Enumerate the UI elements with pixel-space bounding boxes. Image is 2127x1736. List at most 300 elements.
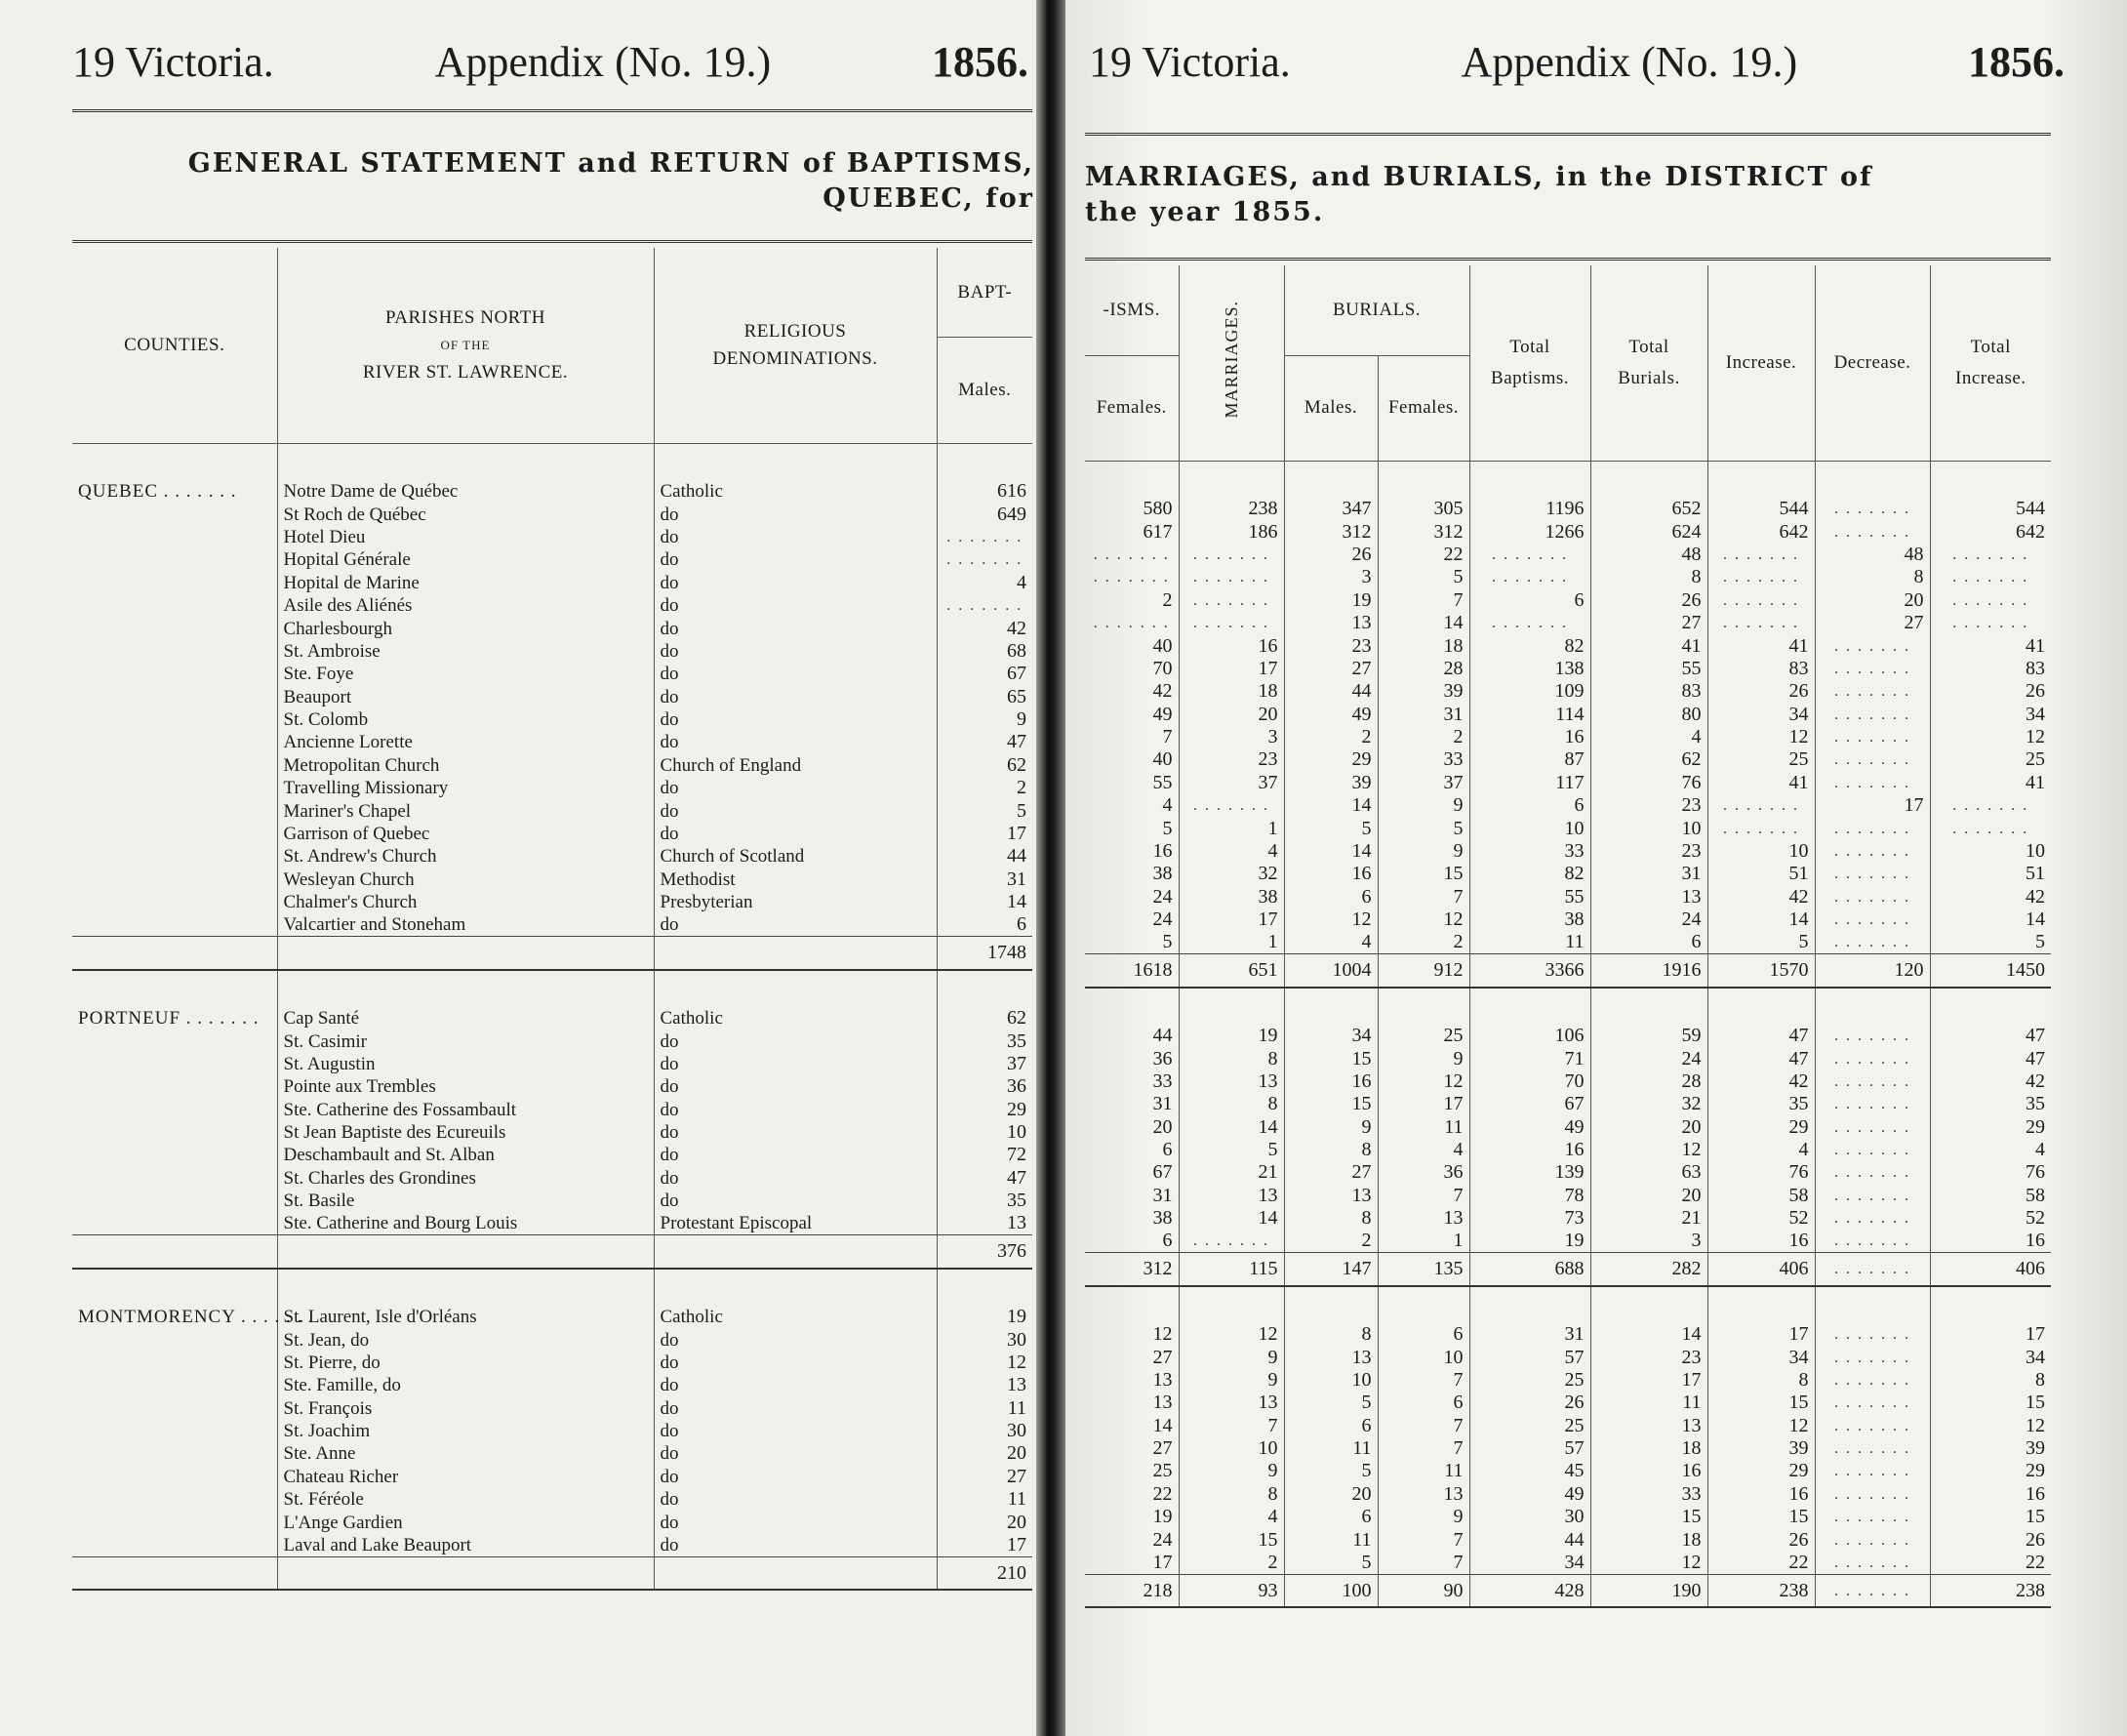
table-row bbox=[1085, 1552, 2051, 1575]
denomination: do bbox=[654, 1029, 937, 1052]
title-line: GENERAL STATEMENT and RETURN of BAPTISMS, bbox=[187, 148, 1034, 179]
cell-increase: 16 bbox=[1707, 1230, 1815, 1253]
cell-burials-females: 305 bbox=[1378, 498, 1469, 520]
cell-baptisms-males: 65 bbox=[937, 686, 1032, 708]
cell-marriages: 4 bbox=[1179, 1506, 1284, 1528]
session-label: 19 Victoria. bbox=[72, 38, 274, 86]
cell-total-increase: . . . . . . . bbox=[1930, 794, 2051, 817]
table-row bbox=[1085, 908, 2051, 931]
total-baptisms-females: 312 bbox=[1085, 1253, 1179, 1286]
cell-marriages: 9 bbox=[1179, 1460, 1284, 1482]
cell-total-increase: . . . . . . . bbox=[1930, 589, 2051, 612]
cell-total-baptisms: 33 bbox=[1469, 840, 1590, 863]
table-row bbox=[72, 1144, 1032, 1166]
table-row bbox=[1085, 726, 2051, 748]
table-row bbox=[72, 1212, 1032, 1235]
parish-name: St. Joachim bbox=[277, 1420, 654, 1442]
denomination: do bbox=[654, 1352, 937, 1374]
cell-total-burials: 59 bbox=[1590, 1025, 1707, 1047]
cell-marriages: 37 bbox=[1179, 772, 1284, 794]
cell-increase: 34 bbox=[1707, 1346, 1815, 1368]
table-row bbox=[72, 754, 1032, 777]
table-row bbox=[72, 548, 1032, 571]
county-name bbox=[72, 640, 277, 663]
cell-total-baptisms: 139 bbox=[1469, 1161, 1590, 1184]
cell-marriages: 19 bbox=[1179, 1025, 1284, 1047]
cell-marriages: 7 bbox=[1179, 1415, 1284, 1437]
county-name bbox=[72, 572, 277, 594]
cell-burials-males: 13 bbox=[1284, 612, 1378, 634]
cell-burials-males: 11 bbox=[1284, 1437, 1378, 1460]
cell-baptisms-males: 20 bbox=[937, 1442, 1032, 1465]
cell-marriages: 38 bbox=[1179, 886, 1284, 908]
cell-total-increase: 29 bbox=[1930, 1115, 2051, 1138]
cell-baptisms-females: 40 bbox=[1152, 634, 1173, 657]
county-name bbox=[72, 1190, 277, 1212]
cell-increase: 83 bbox=[1707, 658, 1815, 680]
cell-increase: 34 bbox=[1707, 704, 1815, 726]
total-baptisms-females: 218 bbox=[1085, 1574, 1179, 1607]
cell-burials-females: 7 bbox=[1378, 589, 1469, 612]
cell-decrease: . . . . . . . bbox=[1815, 1528, 1930, 1551]
cell-burials-males: 49 bbox=[1284, 704, 1378, 726]
cell-baptisms-males: . . . . . . . bbox=[937, 548, 1032, 571]
total-baptisms-males: 376 bbox=[937, 1235, 1032, 1269]
title-line: the year 1855. bbox=[1085, 197, 1325, 227]
total-total-increase: 238 bbox=[1930, 1574, 2051, 1607]
cell-decrease: . . . . . . . bbox=[1815, 931, 1930, 954]
table-row bbox=[1085, 1506, 2051, 1528]
cell-total-burials: 17 bbox=[1590, 1369, 1707, 1392]
table-row bbox=[1085, 840, 2051, 863]
totals-row bbox=[1085, 1574, 2051, 1607]
totals-row bbox=[1085, 954, 2051, 988]
table-row bbox=[1085, 1115, 2051, 1138]
cell-burials-males: 16 bbox=[1284, 863, 1378, 885]
cell-baptisms-males: 17 bbox=[937, 1534, 1032, 1557]
cell-total-increase: . . . . . . . bbox=[1930, 817, 2051, 839]
total-burials-females: 912 bbox=[1378, 954, 1469, 988]
cell-increase: 29 bbox=[1707, 1460, 1815, 1482]
table-row bbox=[1085, 1369, 2051, 1392]
table-row bbox=[72, 663, 1032, 685]
cell-marriages: . . . . . . . bbox=[1179, 544, 1284, 566]
table-row bbox=[72, 1328, 1032, 1351]
cell-total-burials: 76 bbox=[1590, 772, 1707, 794]
col-burials-males: Males. bbox=[1284, 355, 1378, 461]
cell-total-burials: 55 bbox=[1590, 658, 1707, 680]
cell-burials-females: 11 bbox=[1378, 1460, 1469, 1482]
cell-baptisms-females: 38 bbox=[1152, 1207, 1173, 1230]
cell-total-baptisms: 6 bbox=[1469, 589, 1590, 612]
parish-name: Ste. Anne bbox=[277, 1442, 654, 1465]
cell-burials-males: 347 bbox=[1284, 498, 1378, 520]
col-parishes: PARISHES NORTH OF THE RIVER ST. LAWRENCE. bbox=[277, 248, 654, 443]
cell-decrease: . . . . . . . bbox=[1815, 886, 1930, 908]
cell-baptisms-males: 29 bbox=[937, 1098, 1032, 1120]
denomination: do bbox=[654, 1534, 937, 1557]
cell-marriages: 2 bbox=[1179, 1552, 1284, 1575]
table-row bbox=[1085, 1483, 2051, 1506]
table-row bbox=[1085, 1415, 2051, 1437]
denomination: do bbox=[654, 548, 937, 571]
cell-baptisms-females: 14 bbox=[1152, 1414, 1173, 1436]
cell-decrease: . . . . . . . bbox=[1815, 817, 1930, 839]
parish-name: Chateau Richer bbox=[277, 1466, 654, 1488]
cell-burials-males: 5 bbox=[1284, 1392, 1378, 1414]
county-name bbox=[72, 686, 277, 708]
cell-total-increase: 17 bbox=[1930, 1323, 2051, 1346]
table-row bbox=[1085, 1161, 2051, 1184]
cell-total-baptisms: 73 bbox=[1469, 1207, 1590, 1230]
cell-total-increase: . . . . . . . bbox=[1930, 544, 2051, 566]
parish-name: Mariner's Chapel bbox=[277, 799, 654, 822]
parish-name: Ste. Famille, do bbox=[277, 1374, 654, 1396]
cell-increase: 642 bbox=[1707, 520, 1815, 543]
total-increase: 238 bbox=[1707, 1574, 1815, 1607]
table-row bbox=[72, 640, 1032, 663]
cell-increase: . . . . . . . bbox=[1707, 566, 1815, 588]
cell-total-increase: 8 bbox=[1930, 1369, 2051, 1392]
cell-burials-males: 34 bbox=[1284, 1025, 1378, 1047]
cell-total-burials: 26 bbox=[1590, 589, 1707, 612]
cell-total-increase: . . . . . . . bbox=[1930, 566, 2051, 588]
county-name bbox=[72, 1374, 277, 1396]
cell-baptisms-males: . . . . . . . bbox=[937, 526, 1032, 548]
col-marriages: MARRIAGES. bbox=[1179, 265, 1284, 461]
denomination: do bbox=[654, 1167, 937, 1190]
cell-increase: 10 bbox=[1707, 840, 1815, 863]
cell-burials-males: 8 bbox=[1284, 1207, 1378, 1230]
cell-decrease: . . . . . . . bbox=[1815, 1483, 1930, 1506]
table-row bbox=[72, 1511, 1032, 1533]
denomination: do bbox=[654, 913, 937, 937]
table-row bbox=[72, 503, 1032, 525]
cell-marriages: 13 bbox=[1179, 1185, 1284, 1207]
cell-total-burials: 21 bbox=[1590, 1207, 1707, 1230]
table-row bbox=[1085, 1460, 2051, 1482]
cell-burials-females: 4 bbox=[1378, 1139, 1469, 1161]
total-total-burials: 190 bbox=[1590, 1574, 1707, 1607]
total-decrease: 120 bbox=[1815, 954, 1930, 988]
cell-baptisms-females: 49 bbox=[1152, 703, 1173, 725]
cell-total-baptisms: 106 bbox=[1469, 1025, 1590, 1047]
cell-total-increase: 25 bbox=[1930, 748, 2051, 771]
denomination: do bbox=[654, 572, 937, 594]
cell-total-baptisms: 25 bbox=[1469, 1415, 1590, 1437]
cell-decrease: 27 bbox=[1815, 612, 1930, 634]
cell-burials-males: 6 bbox=[1284, 886, 1378, 908]
cell-marriages: 16 bbox=[1179, 634, 1284, 657]
table-row bbox=[1085, 886, 2051, 908]
county-name bbox=[72, 1053, 277, 1075]
cell-total-increase: 41 bbox=[1930, 772, 2051, 794]
cell-total-increase: 34 bbox=[1930, 1346, 2051, 1368]
cell-decrease: . . . . . . . bbox=[1815, 1415, 1930, 1437]
cell-total-increase: 39 bbox=[1930, 1437, 2051, 1460]
cell-total-baptisms: 6 bbox=[1469, 794, 1590, 817]
total-baptisms-males: 1748 bbox=[937, 937, 1032, 970]
cell-marriages: 8 bbox=[1179, 1093, 1284, 1115]
table-row bbox=[72, 1306, 1032, 1328]
parish-name: St. Jean, do bbox=[277, 1328, 654, 1351]
header-rule bbox=[1085, 133, 2051, 139]
cell-total-increase: 12 bbox=[1930, 726, 2051, 748]
parish-name: Valcartier and Stoneham bbox=[277, 913, 654, 937]
cell-baptisms-females: 13 bbox=[1152, 1392, 1173, 1414]
cell-decrease: 17 bbox=[1815, 794, 1930, 817]
table-row bbox=[72, 1374, 1032, 1396]
parish-name: St Jean Baptiste des Ecureuils bbox=[277, 1121, 654, 1144]
denomination: do bbox=[654, 1488, 937, 1511]
cell-total-baptisms: 49 bbox=[1469, 1115, 1590, 1138]
denomination: do bbox=[654, 1511, 937, 1533]
cell-total-burials: 41 bbox=[1590, 634, 1707, 657]
cell-total-baptisms: 114 bbox=[1469, 704, 1590, 726]
cell-total-increase: 58 bbox=[1930, 1185, 2051, 1207]
cell-decrease: . . . . . . . bbox=[1815, 1093, 1930, 1115]
county-name bbox=[72, 1511, 277, 1533]
baptisms-group-header: BAPT- bbox=[938, 248, 1033, 338]
table-row bbox=[1085, 612, 2051, 634]
cell-total-burials: 24 bbox=[1590, 1047, 1707, 1070]
cell-total-increase: 42 bbox=[1930, 1070, 2051, 1093]
table-row bbox=[1085, 1025, 2051, 1047]
parish-name: Cap Santé bbox=[277, 1007, 654, 1029]
cell-burials-males: 15 bbox=[1284, 1047, 1378, 1070]
parish-name: Ste. Catherine des Fossambault bbox=[277, 1098, 654, 1120]
total-decrease: . . . . . . . bbox=[1815, 1574, 1930, 1607]
cell-increase: 42 bbox=[1707, 1070, 1815, 1093]
cell-burials-females: 7 bbox=[1378, 886, 1469, 908]
cell-baptisms-females: 20 bbox=[1152, 1115, 1173, 1138]
cell-increase: 4 bbox=[1707, 1139, 1815, 1161]
cell-increase: 25 bbox=[1707, 748, 1815, 771]
table-row bbox=[1085, 566, 2051, 588]
table-row bbox=[1085, 680, 2051, 703]
parish-name: Hotel Dieu bbox=[277, 526, 654, 548]
county-name bbox=[72, 1534, 277, 1557]
cell-marriages: 12 bbox=[1179, 1323, 1284, 1346]
cell-total-baptisms: 57 bbox=[1469, 1346, 1590, 1368]
parish-name: L'Ange Gardien bbox=[277, 1511, 654, 1533]
parish-name: St. Pierre, do bbox=[277, 1352, 654, 1374]
denomination: Catholic bbox=[654, 1007, 937, 1029]
cell-decrease: . . . . . . . bbox=[1815, 1437, 1930, 1460]
cell-burials-males: 6 bbox=[1284, 1506, 1378, 1528]
denomination: Presbyterian bbox=[654, 891, 937, 913]
cell-decrease: . . . . . . . bbox=[1815, 908, 1930, 931]
table-row bbox=[72, 1190, 1032, 1212]
cell-burials-females: 5 bbox=[1378, 566, 1469, 588]
cell-burials-females: 2 bbox=[1378, 931, 1469, 954]
cell-total-baptisms: 57 bbox=[1469, 1437, 1590, 1460]
table-row bbox=[72, 1098, 1032, 1120]
cell-baptisms-females: 617 bbox=[1143, 520, 1173, 543]
cell-total-baptisms: 82 bbox=[1469, 634, 1590, 657]
cell-marriages: . . . . . . . bbox=[1179, 566, 1284, 588]
cell-total-burials: 27 bbox=[1590, 612, 1707, 634]
cell-total-increase: 76 bbox=[1930, 1161, 2051, 1184]
cell-total-burials: 62 bbox=[1590, 748, 1707, 771]
cell-increase: 41 bbox=[1707, 772, 1815, 794]
table-row bbox=[72, 868, 1032, 891]
col-total-baptisms: Total Baptisms. bbox=[1469, 265, 1590, 461]
cell-marriages: 3 bbox=[1179, 726, 1284, 748]
cell-baptisms-males: 35 bbox=[937, 1190, 1032, 1212]
cell-burials-females: 13 bbox=[1378, 1483, 1469, 1506]
cell-total-increase: 41 bbox=[1930, 634, 2051, 657]
cell-total-increase: 15 bbox=[1930, 1392, 2051, 1414]
cell-burials-males: 19 bbox=[1284, 589, 1378, 612]
cell-baptisms-males: 36 bbox=[937, 1075, 1032, 1098]
cell-baptisms-males: 44 bbox=[937, 845, 1032, 868]
cell-burials-males: 11 bbox=[1284, 1528, 1378, 1551]
cell-burials-males: 13 bbox=[1284, 1185, 1378, 1207]
cell-baptisms-males: 12 bbox=[937, 1352, 1032, 1374]
cell-baptisms-females: 5 bbox=[1162, 817, 1173, 839]
parish-name: Hopital de Marine bbox=[277, 572, 654, 594]
cell-total-increase: 10 bbox=[1930, 840, 2051, 863]
cell-total-burials: 14 bbox=[1590, 1323, 1707, 1346]
parish-name: Metropolitan Church bbox=[277, 754, 654, 777]
cell-baptisms-males: 30 bbox=[937, 1328, 1032, 1351]
table-row bbox=[72, 799, 1032, 822]
ledger-table-left bbox=[72, 248, 1032, 1591]
cell-decrease: . . . . . . . bbox=[1815, 520, 1930, 543]
cell-burials-females: 9 bbox=[1378, 1506, 1469, 1528]
cell-total-burials: 23 bbox=[1590, 840, 1707, 863]
cell-burials-males: 12 bbox=[1284, 908, 1378, 931]
county-name bbox=[72, 503, 277, 525]
cell-total-increase: 4 bbox=[1930, 1139, 2051, 1161]
table-row bbox=[1085, 704, 2051, 726]
cell-total-increase: 34 bbox=[1930, 704, 2051, 726]
denomination: do bbox=[654, 1328, 937, 1351]
denomination: do bbox=[654, 1466, 937, 1488]
parish-name: Garrison of Quebec bbox=[277, 823, 654, 845]
total-marriages: 93 bbox=[1179, 1574, 1284, 1607]
cell-total-burials: 624 bbox=[1590, 520, 1707, 543]
total-increase: 1570 bbox=[1707, 954, 1815, 988]
cell-baptisms-males: 9 bbox=[937, 708, 1032, 731]
cell-total-baptisms: 16 bbox=[1469, 1139, 1590, 1161]
cell-total-baptisms: 1266 bbox=[1469, 520, 1590, 543]
cell-total-burials: 28 bbox=[1590, 1070, 1707, 1093]
cell-increase: 5 bbox=[1707, 931, 1815, 954]
cell-increase: . . . . . . . bbox=[1707, 817, 1815, 839]
table-row bbox=[1085, 1437, 2051, 1460]
parish-name: St. Laurent, Isle d'Orléans bbox=[277, 1306, 654, 1328]
session-label: 19 Victoria. bbox=[1089, 38, 1291, 86]
cell-burials-females: 9 bbox=[1378, 794, 1469, 817]
cell-marriages: 23 bbox=[1179, 748, 1284, 771]
county-name: PORTNEUF . . . . . . . bbox=[78, 1008, 260, 1029]
cell-increase: 17 bbox=[1707, 1323, 1815, 1346]
cell-marriages: 9 bbox=[1179, 1346, 1284, 1368]
cell-total-increase: . . . . . . . bbox=[1930, 612, 2051, 634]
cell-baptisms-females: 44 bbox=[1152, 1025, 1173, 1047]
denomination: Protestant Episcopal bbox=[654, 1212, 937, 1235]
cell-baptisms-males: 67 bbox=[937, 663, 1032, 685]
cell-increase: 14 bbox=[1707, 908, 1815, 931]
cell-decrease: . . . . . . . bbox=[1815, 1070, 1930, 1093]
cell-burials-females: 14 bbox=[1378, 612, 1469, 634]
cell-decrease: . . . . . . . bbox=[1815, 704, 1930, 726]
page-title-left bbox=[107, 146, 1034, 217]
cell-baptisms-females: 25 bbox=[1152, 1460, 1173, 1482]
cell-baptisms-females: 22 bbox=[1152, 1482, 1173, 1505]
cell-increase: 51 bbox=[1707, 863, 1815, 885]
totals-row bbox=[72, 1556, 1032, 1590]
cell-total-baptisms: 26 bbox=[1469, 1392, 1590, 1414]
cell-burials-females: 11 bbox=[1378, 1115, 1469, 1138]
cell-total-increase: 83 bbox=[1930, 658, 2051, 680]
cell-increase: 76 bbox=[1707, 1161, 1815, 1184]
parish-name: Pointe aux Trembles bbox=[277, 1075, 654, 1098]
cell-burials-males: 6 bbox=[1284, 1415, 1378, 1437]
cell-increase: . . . . . . . bbox=[1707, 612, 1815, 634]
cell-marriages: 15 bbox=[1179, 1528, 1284, 1551]
page-title-right bbox=[1085, 160, 2002, 230]
cell-baptisms-males: 10 bbox=[937, 1121, 1032, 1144]
cell-total-baptisms: 117 bbox=[1469, 772, 1590, 794]
total-total-baptisms: 428 bbox=[1469, 1574, 1590, 1607]
cell-total-burials: 12 bbox=[1590, 1139, 1707, 1161]
cell-baptisms-females: 31 bbox=[1152, 1184, 1173, 1206]
county-name bbox=[72, 799, 277, 822]
cell-increase: 12 bbox=[1707, 726, 1815, 748]
county-name bbox=[72, 1144, 277, 1166]
total-total-baptisms: 3366 bbox=[1469, 954, 1590, 988]
table-row bbox=[72, 1029, 1032, 1052]
cell-baptisms-females: 27 bbox=[1152, 1437, 1173, 1460]
cell-decrease: . . . . . . . bbox=[1815, 1369, 1930, 1392]
cell-burials-females: 36 bbox=[1378, 1161, 1469, 1184]
cell-baptisms-males: 62 bbox=[937, 1007, 1032, 1029]
cell-total-baptisms: 11 bbox=[1469, 931, 1590, 954]
cell-burials-females: 12 bbox=[1378, 908, 1469, 931]
denomination: do bbox=[654, 823, 937, 845]
totals-row bbox=[72, 937, 1032, 970]
denomination: do bbox=[654, 503, 937, 525]
parish-name: Hopital Générale bbox=[277, 548, 654, 571]
table-row bbox=[72, 891, 1032, 913]
cell-baptisms-males: 6 bbox=[937, 913, 1032, 937]
cell-decrease: . . . . . . . bbox=[1815, 634, 1930, 657]
county-name bbox=[72, 777, 277, 799]
denomination: do bbox=[654, 777, 937, 799]
denomination: do bbox=[654, 1144, 937, 1166]
cell-increase: 58 bbox=[1707, 1185, 1815, 1207]
county-name bbox=[72, 731, 277, 753]
cell-baptisms-males: 27 bbox=[937, 1466, 1032, 1488]
cell-baptisms-females: 6 bbox=[1162, 1139, 1173, 1161]
header-rule bbox=[72, 109, 1032, 115]
cell-burials-males: 5 bbox=[1284, 1552, 1378, 1575]
table-row bbox=[1085, 817, 2051, 839]
cell-marriages: . . . . . . . bbox=[1179, 1230, 1284, 1253]
table-row bbox=[72, 845, 1032, 868]
table-row bbox=[1085, 931, 2051, 954]
cell-marriages: 1 bbox=[1179, 817, 1284, 839]
cell-total-increase: 35 bbox=[1930, 1093, 2051, 1115]
county-name bbox=[72, 1397, 277, 1420]
total-burials-females: 90 bbox=[1378, 1574, 1469, 1607]
parish-name: St. Féréole bbox=[277, 1488, 654, 1511]
denomination: do bbox=[654, 1397, 937, 1420]
cell-decrease: . . . . . . . bbox=[1815, 1346, 1930, 1368]
